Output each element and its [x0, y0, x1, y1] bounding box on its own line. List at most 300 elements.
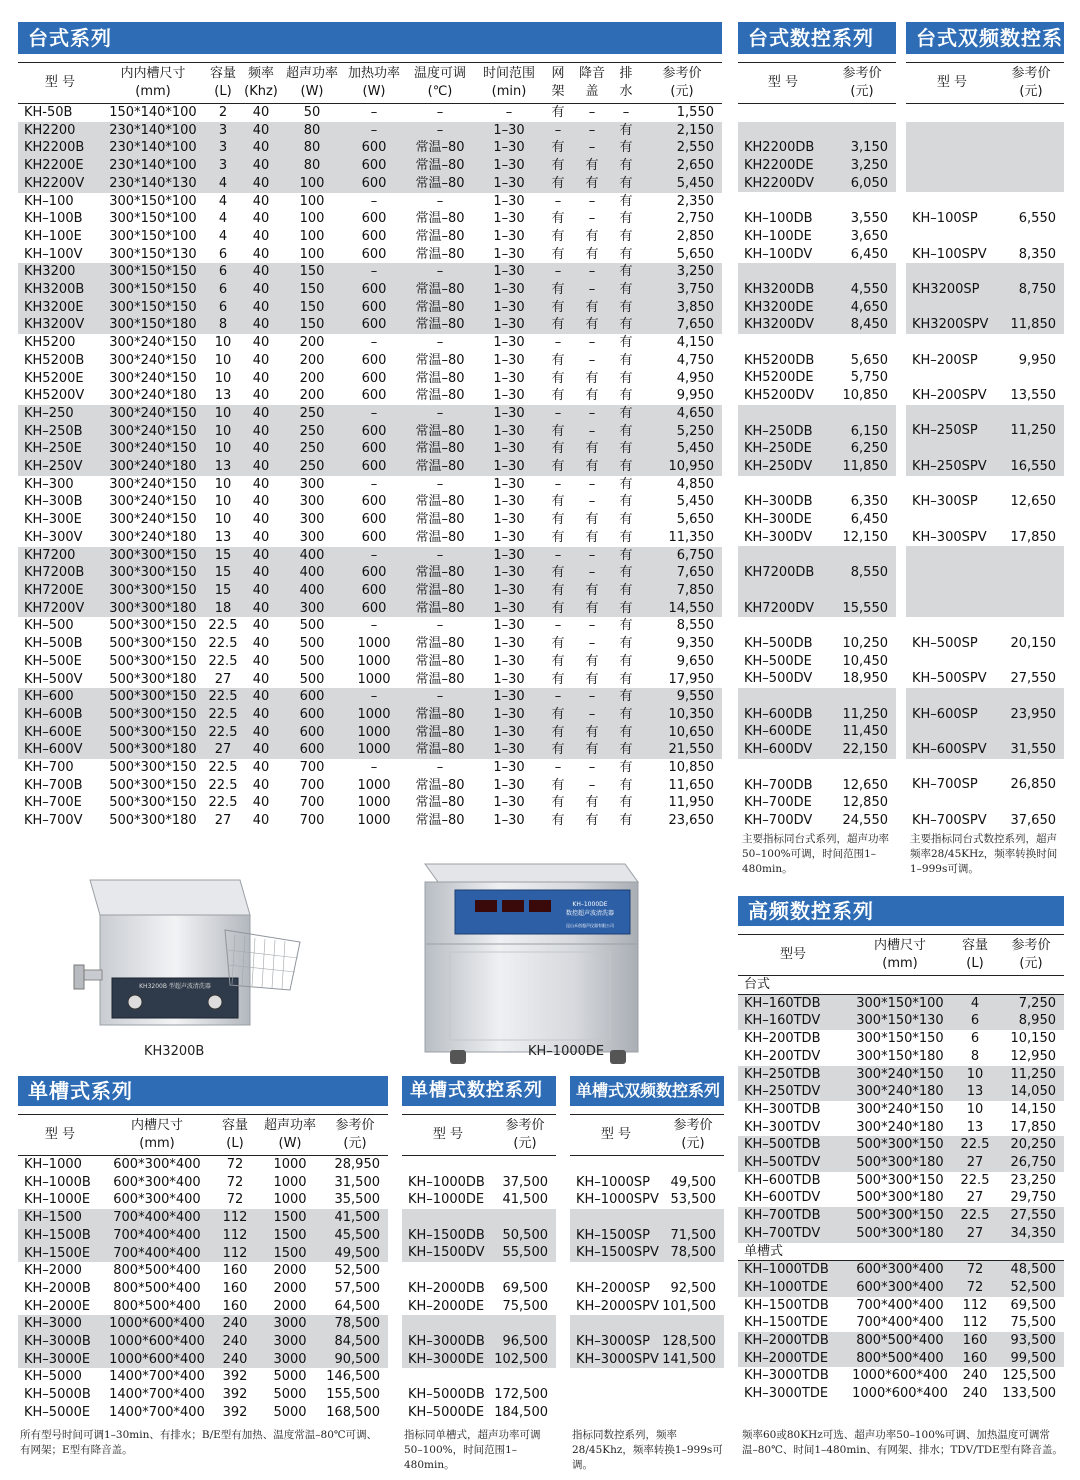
table-cell: KH–1500DV	[408, 1245, 485, 1261]
table-cell: 14,150	[1010, 1101, 1056, 1117]
table-cell: 8,750	[1018, 281, 1056, 297]
table-row	[18, 1298, 388, 1316]
table-cell: KH–2000	[24, 1263, 82, 1279]
table-cell: 45,500	[334, 1227, 380, 1243]
column-header: 温度可调 (℃)	[404, 63, 476, 104]
table-cell: 600	[361, 582, 387, 598]
table-cell: –	[588, 618, 596, 634]
table-cell	[998, 688, 1064, 706]
table-cell: KH–250TDB	[744, 1066, 821, 1082]
table-cell: 3000	[273, 1334, 307, 1350]
table-cell: 常温–80	[415, 299, 465, 315]
table-cell: 200	[299, 388, 325, 404]
table-cell: KH–2000B	[24, 1280, 91, 1296]
table-cell: –	[436, 547, 444, 563]
table-cell: –	[588, 352, 596, 368]
table-cell: 300*240*150	[109, 512, 197, 528]
table-cell: 1–30	[493, 388, 525, 404]
table-cell: 1–30	[493, 618, 525, 634]
table-cell: 72	[226, 1192, 244, 1208]
column-header: 降音 盖	[574, 63, 610, 104]
column-header: 型 号	[402, 1115, 494, 1156]
table-cell: 有	[585, 228, 599, 244]
table-cell: 40	[252, 494, 270, 510]
table-cell	[998, 228, 1064, 246]
table-cell: 27	[214, 671, 232, 687]
table-cell: –	[588, 547, 596, 563]
table-cell: 常温–80	[415, 317, 465, 333]
table-row	[906, 246, 1064, 264]
table-row	[18, 617, 722, 635]
table-cell: 有	[551, 636, 565, 652]
table-row	[906, 670, 1064, 688]
table-cell	[906, 139, 998, 157]
table-cell	[570, 1156, 662, 1174]
table-row	[402, 1156, 556, 1174]
table-cell: 800*500*400	[113, 1298, 201, 1314]
table-row	[18, 1209, 388, 1227]
table-row	[570, 1404, 724, 1422]
table-cell: KH–700TDV	[744, 1225, 821, 1241]
table-cell: KH–5000B	[24, 1387, 91, 1403]
table-cell: 5,650	[850, 352, 888, 368]
table-cell: 8,550	[676, 618, 714, 634]
table-cell: KH–200TDV	[744, 1048, 821, 1064]
table-cell: 80	[303, 122, 321, 138]
table-cell: KH–600	[24, 689, 74, 705]
table-row	[738, 299, 896, 317]
table-cell: KH–1000DB	[408, 1174, 485, 1190]
table-row	[738, 564, 896, 582]
table-row	[738, 104, 896, 122]
table-cell: KH2200DE	[744, 158, 814, 174]
table-row	[738, 759, 896, 777]
column-header: 频率 (Khz)	[242, 63, 280, 104]
table-cell	[828, 405, 896, 423]
table-cell: 500*300*150	[109, 777, 197, 793]
table-cell: 有	[619, 671, 633, 687]
table-cell: 22.5	[208, 618, 238, 634]
table-cell	[828, 192, 896, 210]
table-cell: 常温–80	[415, 388, 465, 404]
table-cell: 12,950	[1010, 1048, 1056, 1064]
column-header: 型 号	[738, 63, 828, 104]
table-cell: 80	[303, 140, 321, 156]
table-cell: 48,500	[1010, 1262, 1056, 1278]
table-row	[906, 299, 1064, 317]
table-cell: 800*500*400	[113, 1280, 201, 1296]
table-cell: 有	[619, 724, 633, 740]
table-cell: 5,650	[676, 512, 714, 528]
table-cell: 1–30	[493, 140, 525, 156]
table-row	[906, 529, 1064, 547]
table-cell: 3	[218, 158, 228, 174]
section-label: 台式	[738, 976, 1064, 995]
table-cell: 500*300*150	[109, 689, 197, 705]
table-cell: 有	[585, 529, 599, 545]
table-cell: 常温–80	[415, 246, 465, 262]
table-row	[570, 1156, 724, 1174]
table-row	[906, 334, 1064, 352]
table-cell: 有	[551, 459, 565, 475]
table-cell: KH–100DB	[744, 211, 813, 227]
table-cell: 150	[299, 282, 325, 298]
table-cell: 37,650	[1010, 812, 1056, 828]
table-cell: 300*240*180	[856, 1084, 944, 1100]
table-row	[906, 511, 1064, 529]
table-cell: 有	[551, 352, 565, 368]
table-cell: 1–30	[493, 565, 525, 581]
table-row	[18, 228, 722, 246]
table-cell	[998, 617, 1064, 635]
table-cell: 500*300*150	[856, 1137, 944, 1153]
table-cell: 800*500*400	[856, 1333, 944, 1349]
table-row	[738, 157, 896, 175]
table-cell: 300*300*150	[109, 582, 197, 598]
table-cell: 300*240*150	[109, 494, 197, 510]
table-cell: 4,650	[850, 299, 888, 315]
table-cell: 500*300*180	[856, 1225, 944, 1241]
table-row	[18, 1333, 388, 1351]
table-cell: –	[588, 760, 596, 776]
table-cell: KH–5000E	[24, 1404, 91, 1420]
table-row	[906, 635, 1064, 653]
table-cell: 10,150	[1010, 1031, 1056, 1047]
table-cell: 40	[252, 706, 270, 722]
table-cell: KH–1500SPV	[576, 1245, 659, 1261]
table-row	[18, 812, 722, 830]
table-cell: 1–30	[493, 441, 525, 457]
table-row	[738, 192, 896, 210]
header-desktop-cnc-series: 台式数控系列	[738, 22, 896, 54]
table-cell: 101,500	[662, 1298, 716, 1314]
table-cell: 2	[218, 105, 228, 120]
table-cell: KH–2000TDE	[744, 1350, 829, 1366]
table-cell	[998, 652, 1064, 670]
table-cell: KH–700DB	[744, 777, 813, 793]
table-row	[18, 794, 722, 812]
table-row	[570, 1227, 724, 1245]
table-cell: 150	[299, 264, 325, 280]
column-header: 参考价 (元)	[998, 935, 1064, 976]
table-cell: 有	[585, 441, 599, 457]
table-cell: 有	[619, 175, 633, 191]
table-cell: 500*300*180	[109, 813, 197, 829]
table-cell: 1–30	[493, 211, 525, 227]
table-cell: KH–200TDB	[744, 1031, 821, 1047]
table-cell: 常温–80	[415, 512, 465, 528]
table-cell: 有	[619, 441, 633, 457]
table-cell: 有	[619, 388, 633, 404]
table-cell: 250	[299, 423, 325, 439]
table-cell: KH–1000DE	[408, 1192, 485, 1208]
table-cell: 10	[214, 423, 232, 439]
table-cell: 常温–80	[415, 441, 465, 457]
column-header: 参考价 (元)	[642, 63, 722, 104]
table-cell: 500*300*180	[109, 742, 197, 758]
table-cell: 53,500	[670, 1192, 716, 1208]
table-cell: KH–2000DE	[408, 1298, 485, 1314]
table-cell: 600	[299, 724, 325, 740]
table-cell: 230*140*100	[109, 158, 197, 174]
table-cell: 26,850	[1010, 777, 1056, 793]
table-cell	[570, 1404, 662, 1422]
table-cell: KH7200V	[24, 600, 85, 616]
table-cell: 17,850	[1010, 529, 1056, 545]
table-cell: KH–500TDV	[744, 1155, 821, 1171]
table-cell: 10,850	[842, 388, 888, 404]
table-cell: 40	[252, 299, 270, 315]
table-cell: 300*150*150	[109, 264, 197, 280]
table-cell: 78,500	[334, 1316, 380, 1332]
table-cell: 112	[962, 1297, 988, 1313]
table-cell: 2,750	[676, 211, 714, 227]
table-cell: 5,250	[676, 423, 714, 439]
table-cell: 常温–80	[415, 459, 465, 475]
table-cell: –	[370, 193, 378, 209]
table-cell	[906, 228, 998, 246]
table-cell: 250	[299, 405, 325, 421]
table-cell: 600	[361, 352, 387, 368]
table-cell	[998, 192, 1064, 210]
table-row	[18, 1386, 388, 1404]
table-cell: KH–1000TDB	[744, 1262, 829, 1278]
table-cell: 75,500	[502, 1298, 548, 1314]
table-cell: 600*300*400	[856, 1279, 944, 1295]
table-cell: 230*140*100	[109, 140, 197, 156]
table-cell: 160	[222, 1298, 248, 1314]
table-cell: 500	[299, 671, 325, 687]
table-cell: KH–600SP	[912, 706, 978, 722]
table-cell	[662, 1368, 724, 1386]
header-single-series: 单槽式系列	[18, 1076, 388, 1106]
table-cell	[906, 192, 998, 210]
table-row	[18, 653, 722, 671]
table-cell: 99,500	[1010, 1350, 1056, 1366]
table-cell: KH7200	[24, 547, 76, 563]
table-cell: 600	[361, 299, 387, 315]
table-cell: 有	[585, 742, 599, 758]
table-row	[18, 405, 722, 423]
table-row	[906, 564, 1064, 582]
table-cell: KH–1500	[24, 1210, 82, 1226]
table-cell: 有	[585, 512, 599, 528]
table-cell: 100	[299, 211, 325, 227]
table-cell: 1500	[273, 1227, 307, 1243]
table-cell: 700*400*400	[113, 1210, 201, 1226]
table-cell: 有	[619, 742, 633, 758]
table-cell: KH–250	[24, 405, 74, 421]
table-row	[906, 688, 1064, 706]
table-row	[18, 582, 722, 600]
table-cell: 22.5	[208, 689, 238, 705]
table-row	[18, 688, 722, 706]
table-cell	[906, 299, 998, 317]
table-cell: 40	[252, 264, 270, 280]
table-cell: 4	[970, 995, 980, 1011]
table-cell: –	[436, 264, 444, 280]
table-cell: 160	[222, 1280, 248, 1296]
table-cell: 4	[218, 228, 228, 244]
table-cell: 10	[214, 512, 232, 528]
table-cell: 168,500	[326, 1404, 380, 1420]
table-cell: KH3200DB	[744, 281, 815, 297]
table-cell: 常温–80	[415, 140, 465, 156]
table-row	[18, 352, 722, 370]
table-cell: 1400*700*400	[109, 1369, 205, 1385]
table-cell: 有	[551, 795, 565, 811]
table-cell	[570, 1315, 662, 1333]
table-cell: –	[370, 105, 378, 120]
table-cell: 6,350	[850, 494, 888, 510]
table-row	[906, 104, 1064, 122]
table-cell: 1000	[273, 1174, 307, 1190]
table-row	[906, 582, 1064, 600]
desktop-dual-table	[906, 62, 1064, 829]
table-cell: 500*300*150	[109, 706, 197, 722]
table-cell: 常温–80	[415, 228, 465, 244]
table-cell	[998, 476, 1064, 494]
table-cell: 15	[214, 547, 232, 563]
table-cell: 1500	[273, 1245, 307, 1261]
table-cell: 300*240*180	[856, 1119, 944, 1135]
table-cell: –	[436, 618, 444, 634]
table-cell: 有	[619, 405, 633, 421]
table-row	[18, 281, 722, 299]
table-cell: KH–1000E	[24, 1192, 91, 1208]
table-cell: 9,950	[1018, 352, 1056, 368]
table-cell: KH–5000DE	[408, 1404, 485, 1420]
table-cell: 600	[361, 529, 387, 545]
table-cell: KH–250B	[24, 423, 83, 439]
table-row	[738, 812, 896, 830]
table-row	[906, 422, 1064, 440]
table-cell: 4,650	[676, 405, 714, 421]
table-cell: KH–300B	[24, 494, 83, 510]
table-cell	[906, 511, 998, 529]
table-row	[738, 1314, 1064, 1332]
header-highfreq-series: 高频数控系列	[738, 896, 1064, 926]
table-cell: 有	[551, 565, 565, 581]
table-row	[18, 423, 722, 441]
table-cell: 5,450	[676, 441, 714, 457]
table-cell: 15	[214, 565, 232, 581]
table-cell: 1,550	[676, 105, 714, 120]
table-cell	[998, 299, 1064, 317]
table-cell: 700*400*400	[856, 1315, 944, 1331]
table-cell: 27	[966, 1225, 984, 1241]
table-cell: KH–600DB	[744, 706, 813, 722]
table-row	[402, 1298, 556, 1316]
table-cell: KH–300DE	[744, 512, 812, 528]
table-cell: 22.5	[208, 777, 238, 793]
table-row	[738, 1172, 1064, 1190]
table-cell: 3000	[273, 1351, 307, 1367]
table-cell: 40	[252, 335, 270, 351]
table-cell: 有	[551, 388, 565, 404]
table-cell: 6	[218, 282, 228, 298]
table-cell: 6	[218, 264, 228, 280]
table-row	[18, 1262, 388, 1280]
table-cell: 1–30	[493, 299, 525, 315]
table-cell: 有	[585, 653, 599, 669]
table-cell: KH–600DV	[744, 742, 813, 758]
table-cell: 有	[619, 335, 633, 351]
table-cell: 6	[970, 1013, 980, 1029]
table-cell: 500*300*150	[109, 653, 197, 669]
table-cell: KH–3000	[24, 1316, 82, 1332]
table-cell: KH–500E	[24, 653, 82, 669]
table-cell: KH–100DV	[744, 246, 813, 262]
table-row	[906, 546, 1064, 564]
table-cell: 40	[252, 529, 270, 545]
table-cell: 常温–80	[415, 494, 465, 510]
table-row	[738, 1012, 1064, 1030]
table-cell: 常温–80	[415, 813, 465, 829]
table-cell: 22.5	[208, 795, 238, 811]
table-cell: KH–250V	[24, 459, 83, 475]
table-cell: 300*150*130	[856, 1013, 944, 1029]
kh1000de-panel-model: KH–1000DE	[572, 901, 608, 908]
table-row	[738, 1297, 1064, 1315]
table-cell: 26,750	[1010, 1155, 1056, 1171]
table-cell: 90,500	[334, 1351, 380, 1367]
column-header: 参考价 (元)	[322, 1115, 388, 1156]
table-row	[18, 1174, 388, 1192]
table-cell: 2000	[273, 1263, 307, 1279]
table-cell: 5,450	[676, 494, 714, 510]
table-row	[906, 405, 1064, 423]
table-cell: 有	[551, 600, 565, 616]
table-row	[18, 139, 722, 157]
table-cell: 有	[551, 512, 565, 528]
table-row	[18, 511, 722, 529]
table-cell: KH–3000DB	[408, 1333, 485, 1349]
table-cell: 8	[970, 1048, 980, 1064]
table-cell: KH2200DB	[744, 140, 815, 156]
table-cell: 1000*600*400	[109, 1334, 205, 1350]
table-row	[738, 723, 896, 741]
table-cell: 1000*600*400	[852, 1386, 948, 1402]
table-cell: 29,750	[1010, 1190, 1056, 1206]
table-cell: 69,500	[1010, 1297, 1056, 1313]
table-row	[738, 369, 896, 387]
table-cell: 52,500	[334, 1263, 380, 1279]
single-cnc-table	[402, 1114, 556, 1421]
table-cell: –	[370, 264, 378, 280]
table-cell: 49,500	[334, 1245, 380, 1261]
table-cell: 300*240*180	[109, 388, 197, 404]
table-cell: 4,850	[676, 476, 714, 492]
table-cell: 8,950	[1018, 1013, 1056, 1029]
table-row	[738, 1189, 1064, 1207]
table-cell: –	[588, 122, 596, 138]
table-cell: 600	[361, 317, 387, 333]
table-cell: 75,500	[1010, 1315, 1056, 1331]
table-cell: 1–30	[493, 760, 525, 776]
table-cell: KH3200B	[24, 282, 85, 298]
table-cell: 17,850	[1010, 1119, 1056, 1135]
table-cell: 200	[299, 335, 325, 351]
table-cell: 有	[619, 459, 633, 475]
table-cell: 11,650	[668, 777, 714, 793]
table-cell: 10	[214, 494, 232, 510]
column-header: 网 架	[542, 63, 574, 104]
table-cell	[738, 192, 828, 210]
table-row	[906, 794, 1064, 812]
table-row	[738, 1385, 1064, 1403]
table-row	[402, 1333, 556, 1351]
